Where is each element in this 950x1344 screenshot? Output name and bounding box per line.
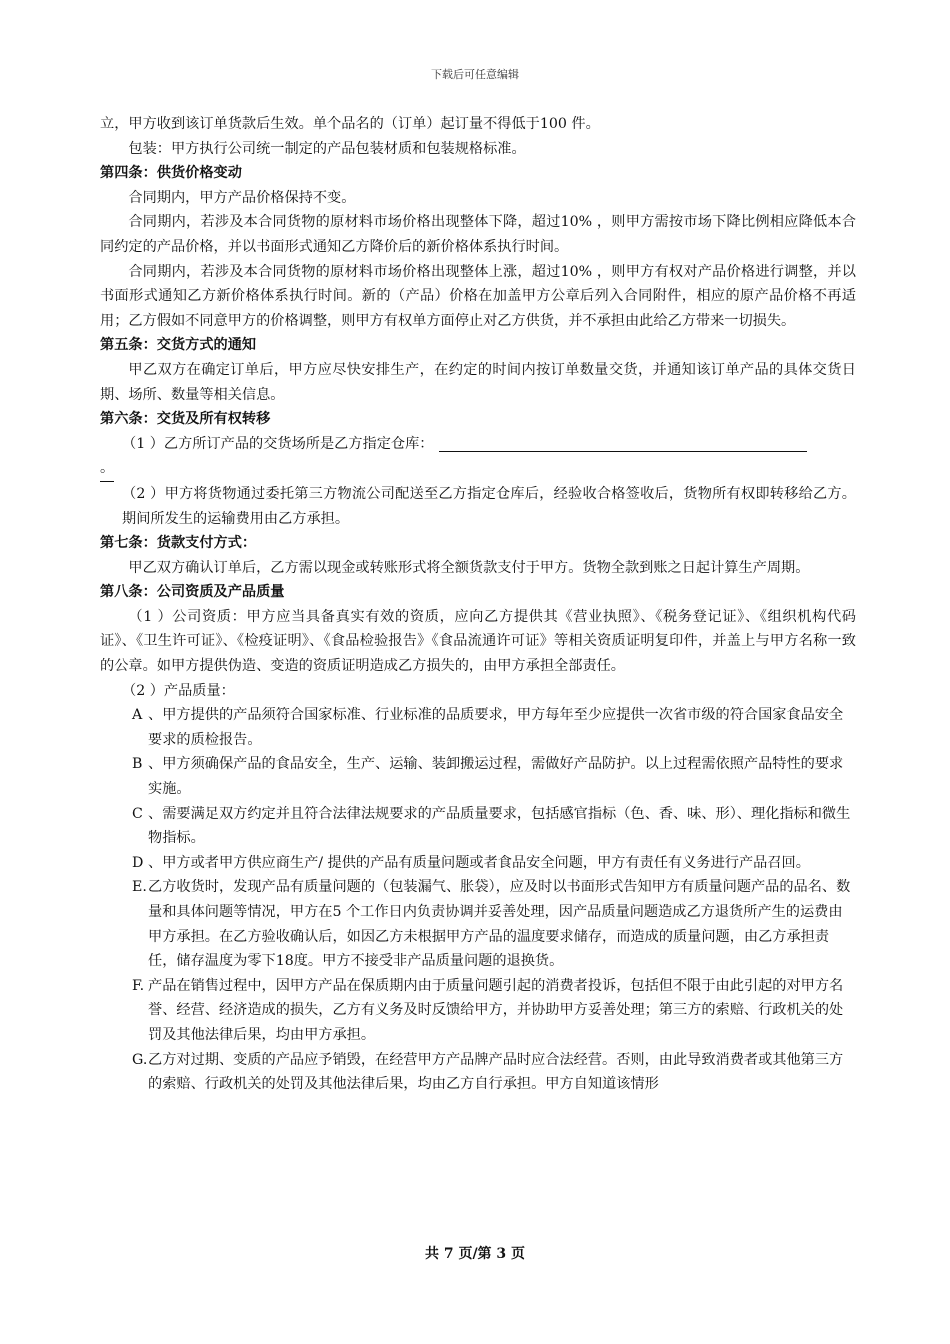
document-body: [100, 112, 856, 1097]
section-heading-5: 第五条：交货方式的通知: [100, 337, 257, 354]
page-header: 下载后可任意编辑: [431, 68, 519, 81]
paragraph: （2 ）甲方将货物通过委托第三方物流公司配送至乙方指定仓库后，经验收合格签收后，货物所有权即转移给乙方。期间所发生的运输费用由乙方承担。: [122, 485, 856, 527]
paragraph: 甲乙双方确认订单后，乙方需以现金或转账形式将全额货款支付于甲方。货物全款到账之日起计算生产周期。: [128, 559, 810, 576]
paragraph: 合同期内，若涉及本合同货物的原材料市场价格出现整体下降，超过10% ，则甲方需按市场下降比例相应降低本合同约定的产品价格，并以书面形式通知乙方降价后的新价格体系执行时间。: [100, 214, 856, 255]
list-item: D 、甲方或者甲方供应商生产/ 提供的产品有质量问题或者食品安全问题，甲方有责任有义务进行产品召回。: [132, 854, 810, 871]
delivery-location-label: （1 ）乙方所订产品的交货场所是乙方指定仓库：: [122, 435, 434, 452]
delivery-location-blank[interactable]: [439, 435, 807, 452]
delivery-location-line: [100, 432, 856, 457]
section-heading-7: 第七条：货款支付方式：: [100, 535, 257, 552]
list-item: A 、甲方提供的产品须符合国家标准、行业标准的品质要求，甲方每年至少应提供一次省市级的符合国家食品安全要求的质检报告。: [132, 707, 844, 748]
paragraph: （1 ）公司资质：甲方应当具备真实有效的资质，应向乙方提供其《营业执照》、《税务登记证》、《组织机构代码证》、《卫生许可证》、《检疫证明》、《食品检验报告》《食品流通许可证》等相关资质证明复印件，并盖上与甲方名称一致的公章。如甲方提供伪造、变造的资质证明造成乙方损失的，由甲方承担全部责任。: [100, 608, 856, 675]
page-footer: 共 7 页/第 3 页: [424, 1246, 526, 1262]
section-heading-4: 第四条：供货价格变动: [100, 165, 242, 182]
list-item: B 、甲方须确保产品的食品安全，生产、运输、装卸搬运过程，需做好产品防护。以上过程需依照产品特性的要求实施。: [132, 756, 844, 798]
delivery-location-end: 。: [100, 456, 856, 482]
paragraph: 立，甲方收到该订单货款后生效。单个品名的（订单）起订量不得低于100 件。: [100, 116, 600, 132]
list-item: E. 乙方收货时，发现产品有质量问题的（包装漏气、胀袋），应及时以书面形式告知甲方有质量问题产品的品名、数量和具体问题等情况，甲方在5 个工作日内负责协调并妥善处理，因产品质量问题造成乙方退货所产生的运费由甲方承担。在乙方验收确认后，如因乙方未根据甲方产品的温度要求储存，而造成的质量问题，由乙方承担责任，储存温度为零下18度。甲方不接受非产品质量问题的退换货。: [132, 879, 851, 970]
list-item: C 、需要满足双方约定并且符合法律法规要求的产品质量要求，包括感官指标（色、香、味、形）、理化指标和微生物指标。: [132, 805, 851, 847]
section-heading-8: 第八条：公司资质及产品质量: [100, 584, 285, 601]
paragraph: 合同期内，甲方产品价格保持不变。: [128, 189, 356, 206]
list-item: F. 产品在销售过程中，因甲方产品在保质期内由于质量问题引起的消费者投诉，包括但不限于由此引起的对甲方名誉、经营、经济造成的损失，乙方有义务及时反馈给甲方，并协助甲方妥善处理；第三方的索赔、行政机关的处罚及其他法律后果，均由甲方承担。: [132, 977, 844, 1043]
paragraph: 包装：甲方执行公司统一制定的产品包装材质和包装规格标准。: [128, 140, 526, 157]
paragraph: （2 ）产品质量：: [122, 682, 235, 699]
paragraph: 甲乙双方在确定订单后，甲方应尽快安排生产，在约定的时间内按订单数量交货，并通知该订单产品的具体交货日期、场所、数量等相关信息。: [100, 361, 856, 403]
list-item: G. 乙方对过期、变质的产品应予销毁，在经营甲方产品牌产品时应合法经营。否则，由此导致消费者或其他第三方的索赔、行政机关的处罚及其他法律后果，均由乙方自行承担。甲方自知道该情形: [132, 1051, 844, 1093]
paragraph: 合同期内，若涉及本合同货物的原材料市场价格出现整体上涨，超过10% ，则甲方有权对产品价格进行调整，并以书面形式通知乙方新价格体系执行时间。新的（产品）价格在加盖甲方公章后列入合同附件，相应的原产品价格不再适用；乙方假如不同意甲方的价格调整，则甲方有权单方面停止对乙方供货，并不承担由此给乙方带来一切损失。: [100, 263, 856, 329]
section-heading-6: 第六条：交货及所有权转移: [100, 411, 271, 428]
